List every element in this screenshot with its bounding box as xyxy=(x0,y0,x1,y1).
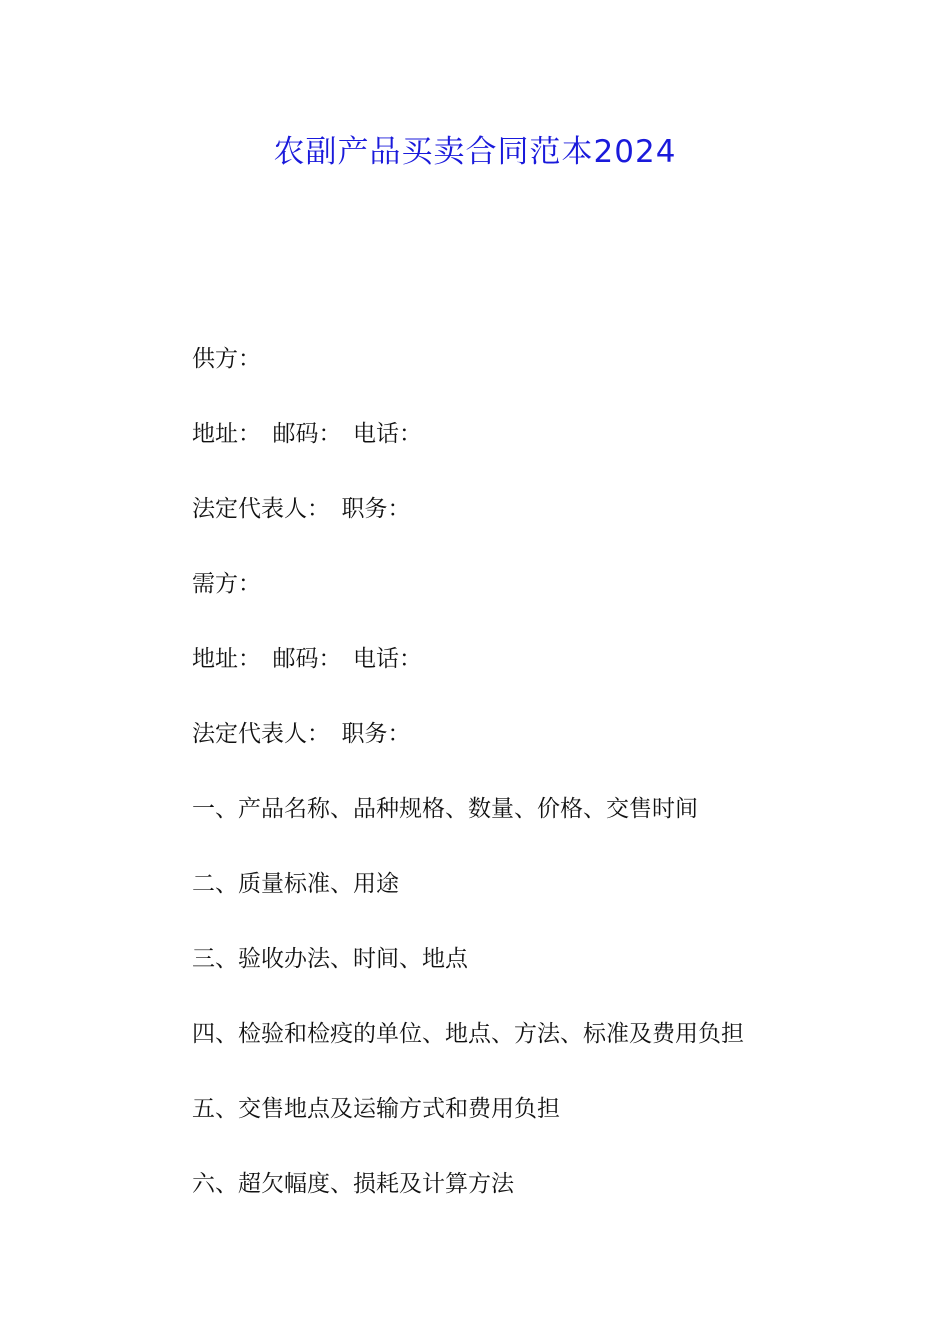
document-title: 农副产品买卖合同范本2024 xyxy=(273,134,677,170)
buyer-representative-line: 法定代表人： 职务： xyxy=(192,721,411,747)
supplier-label: 供方： xyxy=(192,346,261,372)
clause-3: 三、验收办法、时间、地点 xyxy=(192,946,468,972)
contract-lines xyxy=(192,338,892,1238)
buyer-label: 需方： xyxy=(192,571,261,597)
clause-1: 一、产品名称、品种规格、数量、价格、交售时间 xyxy=(192,796,698,822)
supplier-representative-line: 法定代表人： 职务： xyxy=(192,496,411,522)
clause-5: 五、交售地点及运输方式和费用负担 xyxy=(192,1096,560,1122)
clause-4: 四、检验和检疫的单位、地点、方法、标准及费用负担 xyxy=(192,1021,744,1047)
clause-6: 六、超欠幅度、损耗及计算方法 xyxy=(192,1171,514,1197)
clause-2: 二、质量标准、用途 xyxy=(192,871,399,897)
buyer-contact-line: 地址： 邮码： 电话： xyxy=(192,646,422,672)
supplier-contact-line: 地址： 邮码： 电话： xyxy=(192,421,422,447)
